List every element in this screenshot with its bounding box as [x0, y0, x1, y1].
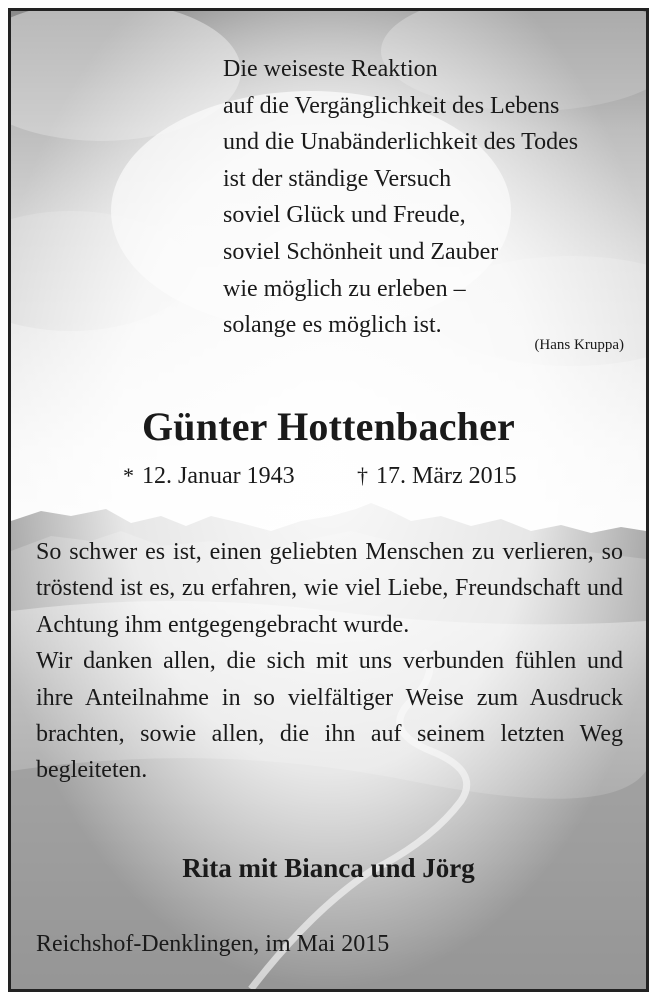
poem-line: wie möglich zu erleben – — [223, 275, 466, 302]
poem-line: soviel Schönheit und Zauber — [223, 238, 499, 265]
poem-line: ist der ständige Versuch — [223, 165, 452, 192]
obituary-content — [11, 11, 646, 989]
death-cross-icon: † — [357, 463, 368, 488]
poem-line: soviel Glück und Freude, — [223, 202, 466, 229]
obituary-card — [8, 8, 649, 992]
birth-date-line — [123, 463, 295, 490]
death-date: 17. März 2015 — [376, 463, 517, 489]
message-paragraph: Wir danken allen, die sich mit uns verbunden fühlen und ihre Anteilnahme in so vielfältiger Weise zum Ausdruck brachten, sowie allen, die ihn auf seinem letzten Weg begleiteten. — [36, 648, 623, 784]
signature: Rita mit Bianca und Jörg — [182, 853, 475, 883]
birth-star-icon: * — [123, 463, 134, 488]
thank-you-message — [36, 534, 623, 789]
poem — [223, 51, 578, 344]
deceased-name: Günter Hottenbacher — [141, 404, 516, 449]
poem-line: Die weiseste Reaktion — [223, 56, 438, 82]
message-paragraph: So schwer es ist, einen geliebten Menschen zu verlieren, so tröstend ist es, zu erfahren, wie viel Liebe, Freundschaft und Achtung ihm entgegengebracht wurde. — [36, 539, 623, 638]
birth-date: 12. Januar 1943 — [142, 463, 295, 489]
poem-line: und die Unabänderlichkeit des Todes — [223, 129, 579, 156]
poem-author: (Hans Kruppa) — [534, 337, 624, 353]
poem-line: solange es möglich ist. — [223, 312, 442, 339]
death-date-line — [357, 463, 517, 490]
poem-line: auf die Vergänglichkeit des Lebens — [223, 92, 560, 119]
place-and-date: Reichshof-Denklingen, im Mai 2015 — [36, 931, 390, 957]
